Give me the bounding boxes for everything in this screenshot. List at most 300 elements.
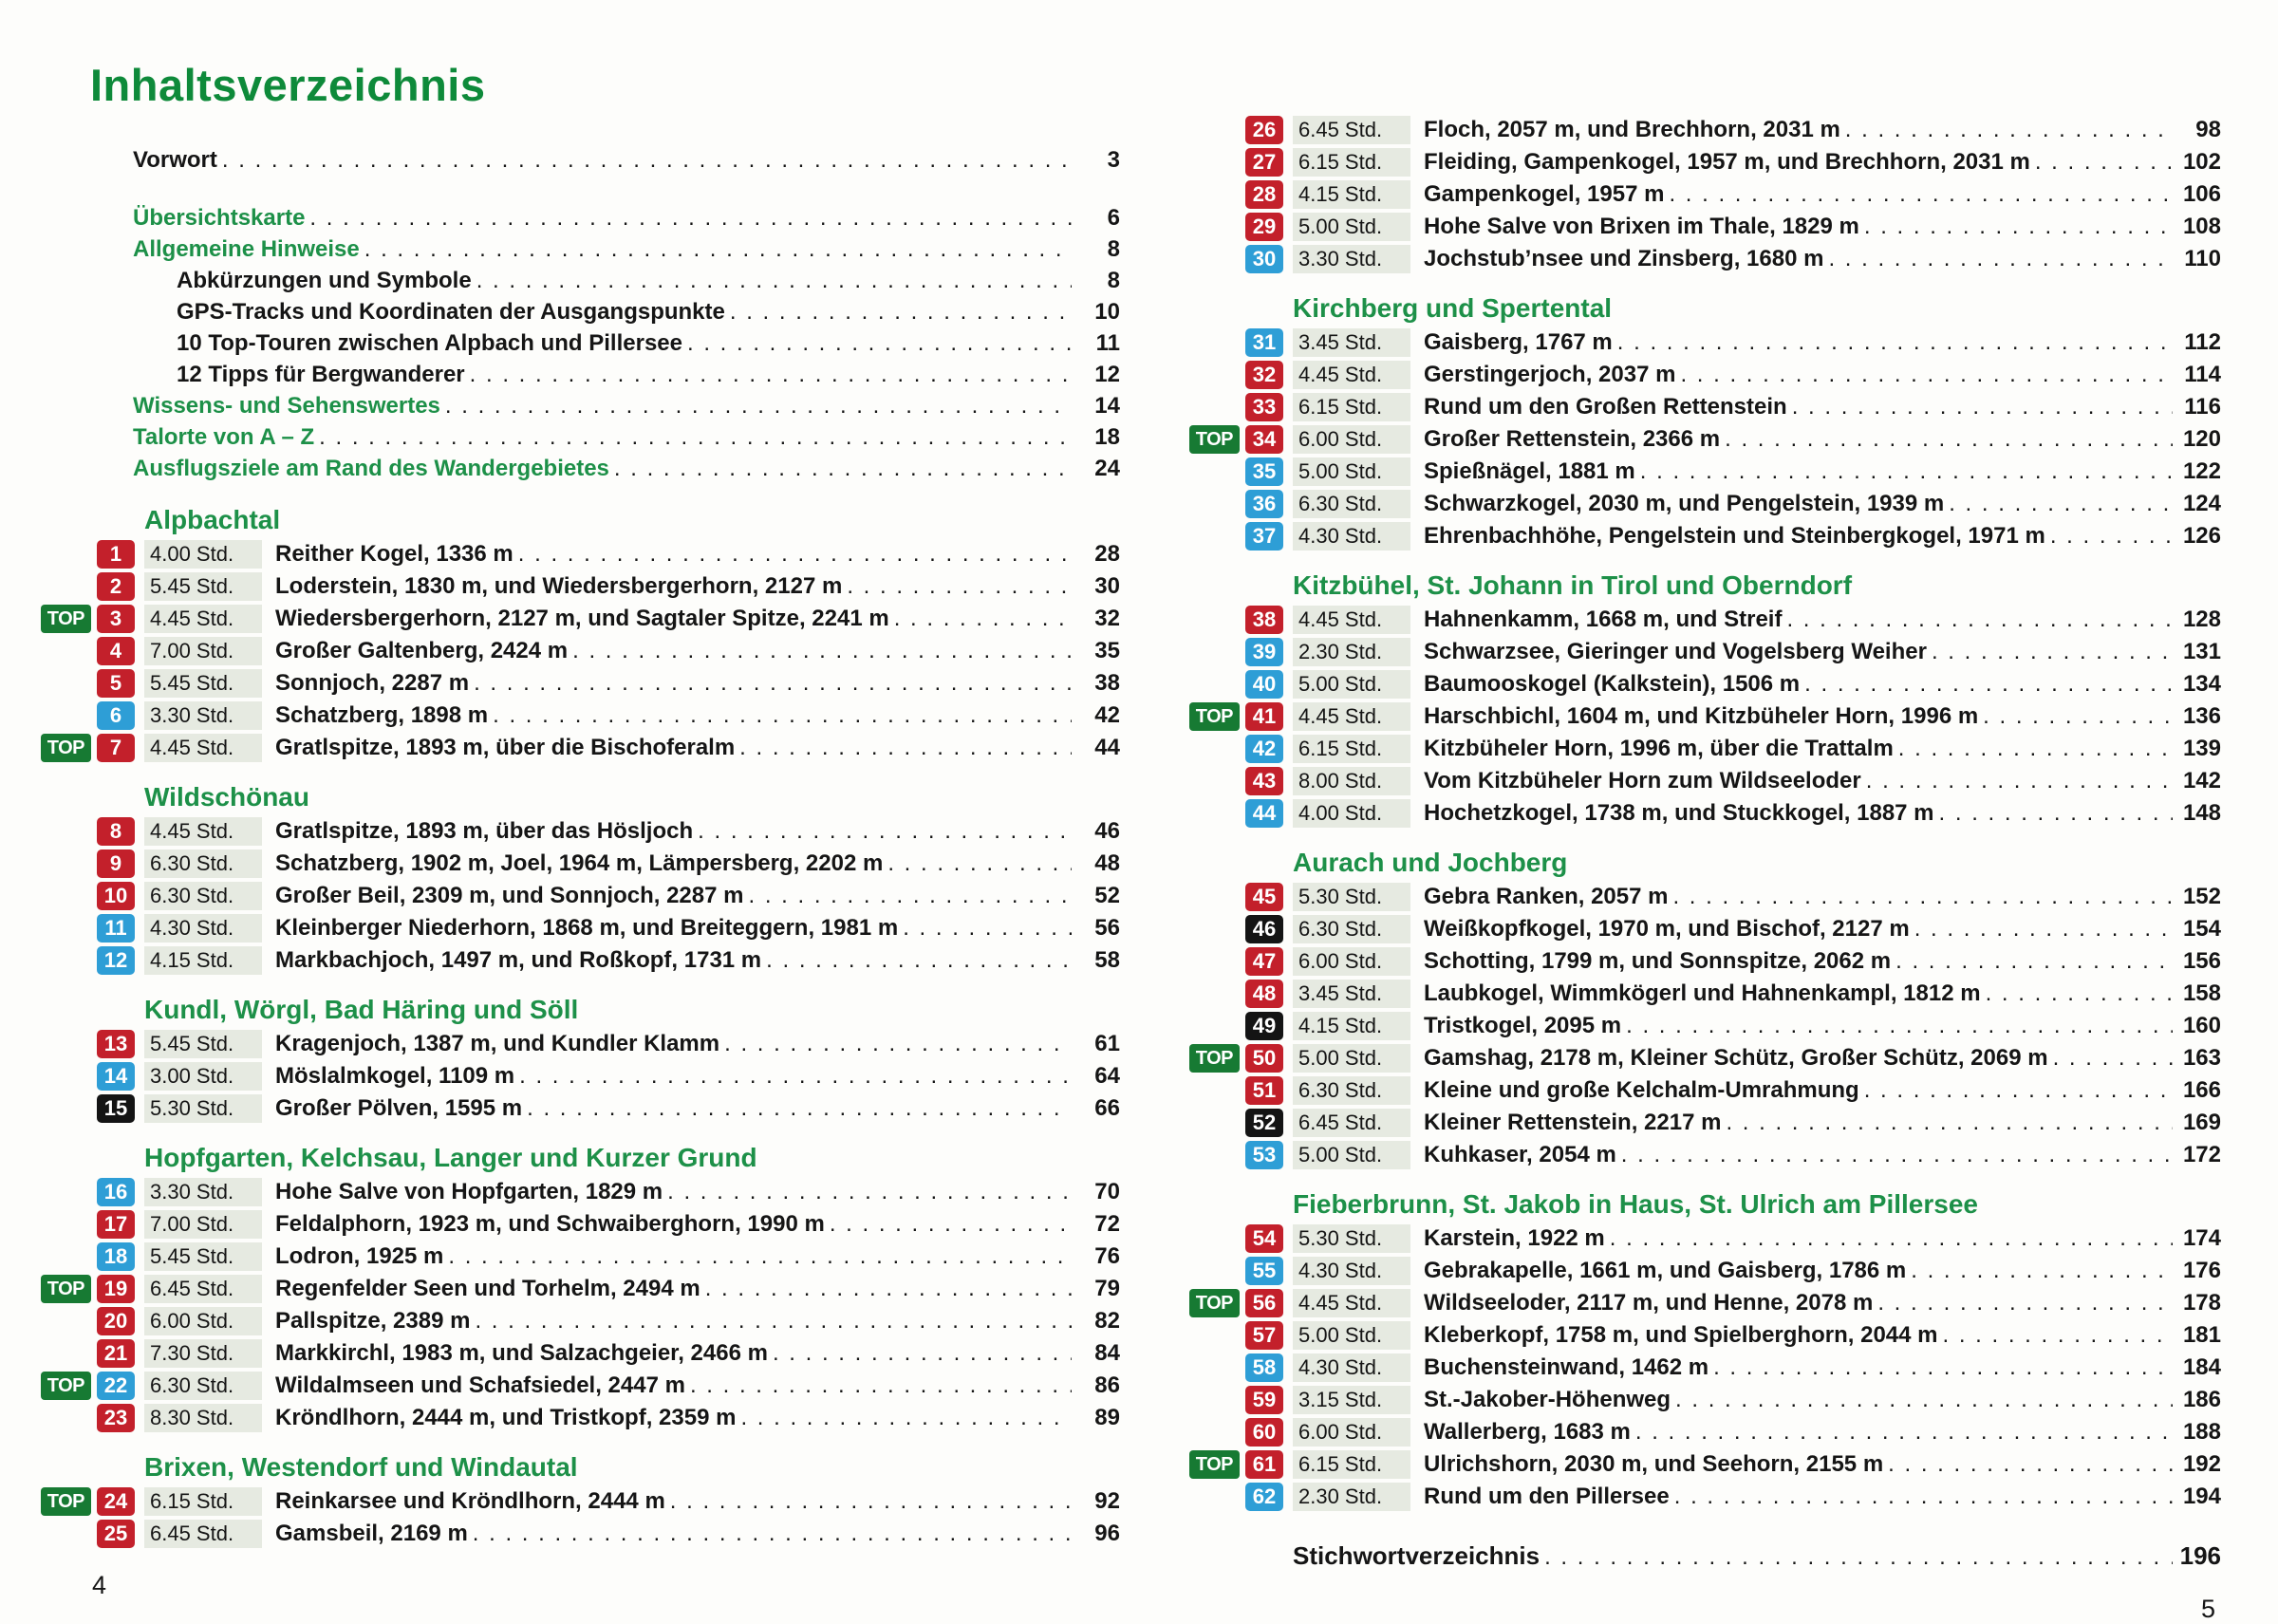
tour-title: Kleine und große Kelchalm-Umrahmung [1424,1077,1859,1103]
tour-number-badge: 31 [1245,328,1283,357]
entry-line [1424,1451,2221,1478]
tour-number-badge: 45 [1245,883,1283,911]
dot-leader [1983,703,2173,730]
top-tour-badge: TOP [1189,425,1240,454]
tour-number-badge: 60 [1245,1418,1283,1447]
dot-leader [519,1063,1072,1090]
badge-zone [38,1030,135,1058]
dot-leader [476,268,1072,294]
tour-title: Buchensteinwand, 1462 m [1424,1354,1709,1380]
dot-leader [1877,1290,2173,1316]
tour-duration: 6.00 Std. [1293,1418,1410,1447]
tour-duration: 5.00 Std. [1293,1044,1410,1073]
page-number: 136 [2182,703,2221,729]
tour-duration: 4.30 Std. [144,914,262,943]
badge-zone [38,701,135,730]
tour-number-badge: 62 [1245,1483,1283,1511]
page-number: 131 [2182,639,2221,664]
entry-line [275,1308,1120,1335]
tour-duration: 4.00 Std. [144,540,262,569]
page-number: 134 [2182,671,2221,697]
page-number: 114 [2184,362,2221,387]
tour-duration: 6.15 Std. [1293,148,1410,177]
page-number: 181 [2182,1322,2221,1348]
badge-zone [1186,915,1283,943]
entry-line [1424,1142,2221,1168]
tour-title: Harschbichl, 1604 m, und Kitzbüheler Horn, 1996 m [1424,703,1979,729]
section-heading: Fieberbrunn, St. Jakob in Haus, St. Ulrich am Pillersee [1293,1189,1978,1219]
page-number: 174 [2182,1225,2221,1251]
dot-leader [1943,1322,2174,1349]
toc-section [1186,571,2221,830]
toc-entry [38,1208,1120,1241]
tour-number-badge: 52 [1245,1109,1283,1137]
toc-entry [1186,1074,2221,1107]
front-matter-label: 10 Top-Touren zwischen Alpbach und Pillersee [177,330,682,356]
toc-entry [38,880,1120,912]
tour-number-badge: 42 [1245,735,1283,763]
toc-entry [1186,945,2221,978]
tour-duration: 6.15 Std. [1293,1450,1410,1479]
tour-title: Kragenjoch, 1387 m, und Kundler Klamm [275,1031,720,1056]
badge-zone [1186,1483,1283,1511]
tour-number-badge: 49 [1245,1012,1283,1040]
tour-number-badge: 56 [1245,1289,1283,1317]
toc-entry [1186,423,2221,456]
badge-zone [38,1404,135,1432]
page-number: 52 [1094,883,1120,908]
dot-leader [527,1095,1072,1122]
toc-entry [38,1176,1120,1208]
tour-duration: 8.30 Std. [144,1404,262,1432]
dot-leader [748,883,1072,909]
badge-zone [38,637,135,665]
dot-leader [670,1488,1072,1515]
badge-zone [1186,213,1283,241]
front-matter-entry [38,205,1120,236]
tour-title: Gratlspitze, 1893 m, über die Bischoferalm [275,735,736,760]
toc-section [38,506,1120,764]
toc-entry [1186,327,2221,359]
tour-duration: 3.30 Std. [144,701,262,730]
section-heading: Kundl, Wörgl, Bad Häring und Söll [144,995,579,1024]
top-tour-badge: TOP [41,1372,91,1400]
page-number: 108 [2182,214,2221,239]
tour-title: Hochetzkogel, 1738 m, und Stuckkogel, 1887 m [1424,800,1934,826]
badge-zone [1186,606,1283,634]
badge-zone [1186,767,1283,795]
page-number: 124 [2182,491,2221,516]
toc-section [1186,294,2221,552]
page-number: 166 [2182,1077,2221,1103]
entry-line [275,1179,1120,1205]
tour-title: Schotting, 1799 m, und Sonnspitze, 2062 m [1424,948,1892,974]
page-number: 72 [1094,1211,1120,1237]
dot-leader [1939,800,2173,827]
page-number: 6 [1107,205,1120,231]
entry-line [275,702,1120,729]
tour-number-badge: 19 [97,1275,135,1303]
toc-entry [38,1485,1120,1518]
entry-line [275,1031,1120,1057]
tour-title: Gamsbeil, 2169 m [275,1521,468,1546]
tour-title: Vom Kitzbüheler Horn zum Wildseeloder [1424,768,1861,793]
dot-leader [1986,980,2173,1007]
page-number: 70 [1094,1179,1120,1204]
page-number: 120 [2182,426,2221,452]
badge-zone [1186,980,1283,1008]
toc-entry [1186,1416,2221,1448]
front-matter-list [38,147,1120,487]
dot-leader [1675,1387,2173,1413]
badge-zone [1186,1141,1283,1169]
toc-section [1186,849,2221,1171]
tour-sections-left [38,506,1120,1550]
page-number: 160 [2182,1013,2221,1038]
entry-line [275,606,1120,632]
badge-zone [38,1275,135,1303]
dot-leader [1713,1354,2173,1381]
tour-duration: 6.45 Std. [1293,1109,1410,1137]
toc-entry [38,912,1120,944]
tour-title: Reinkarsee und Kröndlhorn, 2444 m [275,1488,665,1514]
tour-title: Lodron, 1925 m [275,1243,444,1269]
tour-number-badge: 13 [97,1030,135,1058]
tour-title: Rund um den Pillersee [1424,1484,1670,1509]
page-number: 128 [2182,607,2221,632]
badge-zone [1186,457,1283,486]
toc-entry [38,667,1120,700]
front-matter-entry [38,299,1120,330]
toc-entry [38,1241,1120,1273]
tour-number-badge: 5 [97,669,135,698]
page-number: 46 [1094,818,1120,844]
page-number: 163 [2182,1045,2221,1071]
tour-duration: 5.00 Std. [1293,670,1410,699]
tour-duration: 7.30 Std. [144,1339,262,1368]
tour-title: Großer Galtenberg, 2424 m [275,638,569,663]
tour-number-badge: 41 [1245,702,1283,731]
toc-entry [1186,1255,2221,1287]
dot-leader [1828,246,2173,272]
dot-leader [1804,671,2173,698]
tour-duration: 4.30 Std. [1293,1353,1410,1382]
dot-leader [475,1308,1072,1335]
badge-zone [38,946,135,975]
dot-leader [364,236,1072,263]
page-number: 58 [1094,947,1120,973]
toc-entry [1186,1319,2221,1352]
page-number: 158 [2182,980,2221,1006]
dot-leader [1786,607,2173,633]
page-number: 24 [1094,456,1120,481]
toc-entry [38,603,1120,635]
top-tour-badge: TOP [41,605,91,633]
tour-number-badge: 29 [1245,213,1283,241]
page-number: 32 [1094,606,1120,631]
toc-entry [38,700,1120,732]
page-number: 86 [1094,1372,1120,1398]
entry-line [1424,980,2221,1007]
dot-leader [2050,523,2173,550]
top-tour-badge: TOP [41,1487,91,1516]
tour-duration: 5.30 Std. [1293,1224,1410,1253]
toc-entry [1186,1352,2221,1384]
section-heading: Wildschönau [144,782,309,812]
tour-title: Kitzbüheler Horn, 1996 m, über die Trattalm [1424,736,1894,761]
badge-zone [1186,1321,1283,1350]
entry-line [275,1063,1120,1090]
tour-title: Hahnenkamm, 1668 m, und Streif [1424,607,1783,632]
entry-line [1424,736,2221,762]
tour-title: Rund um den Großen Rettenstein [1424,394,1787,420]
page-number: 79 [1094,1276,1120,1301]
tour-title: Kleberkopf, 1758 m, und Spielberghorn, 2044 m [1424,1322,1938,1348]
tour-duration: 6.15 Std. [1293,735,1410,763]
tour-number-badge: 18 [97,1242,135,1271]
badge-zone [38,734,135,762]
dot-leader [698,818,1072,845]
page-number: 44 [1094,735,1120,760]
badge-zone [1186,735,1283,763]
page-number: 3 [1107,147,1120,173]
entry-line [275,1211,1120,1238]
front-matter-label: Vorwort [133,147,217,173]
tour-duration: 8.00 Std. [1293,767,1410,795]
tour-title: Gaisberg, 1767 m [1424,329,1613,355]
page-number: 188 [2182,1419,2221,1445]
dot-leader [518,541,1072,568]
badge-zone [38,1094,135,1123]
entry-line [1424,1225,2221,1252]
tour-duration: 4.45 Std. [144,734,262,762]
badge-zone [1186,361,1283,389]
entry-line [1424,329,2221,356]
tour-duration: 4.45 Std. [1293,1289,1410,1317]
tour-number-badge: 44 [1245,799,1283,828]
tour-number-badge: 8 [97,817,135,846]
index-label: Stichwortverzeichnis [1293,1541,1540,1570]
page-number: 142 [2182,768,2221,793]
badge-zone [38,540,135,569]
dot-leader [690,1372,1072,1399]
tour-duration: 5.00 Std. [1293,1141,1410,1169]
tour-duration: 5.30 Std. [144,1094,262,1123]
page-number: 122 [2182,458,2221,484]
tour-duration: 3.30 Std. [1293,245,1410,273]
tour-title: St.-Jakober-Höhenweg [1424,1387,1671,1412]
tour-title: Kleinberger Niederhorn, 1868 m, und Breiteggern, 1981 m [275,915,899,941]
toc-entry [1186,1139,2221,1171]
tour-duration: 2.30 Std. [1293,1483,1410,1511]
tour-duration: 5.30 Std. [1293,883,1410,911]
toc-entry [1186,913,2221,945]
top-tour-badge: TOP [41,1275,91,1303]
tour-number-badge: 26 [1245,116,1283,144]
dot-leader [773,1340,1072,1367]
entry-line [1424,1419,2221,1446]
tour-number-badge: 1 [97,540,135,569]
page-number: 116 [2184,394,2221,420]
entry-line [275,1340,1120,1367]
badge-zone [1186,1289,1283,1317]
entry-line [275,1095,1120,1122]
toc-entry [38,1370,1120,1402]
tour-duration: 3.45 Std. [1293,328,1410,357]
badge-zone [38,1062,135,1091]
page-number: 76 [1094,1243,1120,1269]
toc-entry [38,732,1120,764]
front-matter-label: Wissens- und Sehenswertes [133,393,440,419]
tour-title: Gerstingerjoch, 2037 m [1424,362,1676,387]
dot-leader [1792,394,2173,420]
tour-duration: 4.15 Std. [144,946,262,975]
dot-leader [687,330,1072,357]
page-title: Inhaltsverzeichnis [90,60,486,110]
tour-duration: 6.45 Std. [1293,116,1410,144]
tour-number-badge: 27 [1245,148,1283,177]
dot-leader [705,1276,1072,1302]
badge-zone [1186,116,1283,144]
badge-zone [1186,1109,1283,1137]
dot-leader [1898,736,2173,762]
tour-duration: 5.45 Std. [144,669,262,698]
page-number: 176 [2182,1258,2221,1283]
tour-title: Ulrichshorn, 2030 m, und Seehorn, 2155 m [1424,1451,1884,1477]
tour-number-badge: 46 [1245,915,1283,943]
entry-line [1424,1354,2221,1381]
page-number: 184 [2182,1354,2221,1380]
entry-line [275,818,1120,845]
dot-leader [1617,329,2173,356]
toc-entry [1186,1481,2221,1513]
toc-entry [1186,881,2221,913]
dot-leader [445,393,1072,420]
entry-line [1424,948,2221,975]
entry-line [1424,246,2221,272]
dot-leader [473,1521,1072,1547]
badge-zone [38,1339,135,1368]
tour-number-badge: 38 [1245,606,1283,634]
toc-entry [1186,211,2221,243]
toc-entry [1186,1107,2221,1139]
badge-zone [1186,180,1283,209]
page-number: 98 [2195,117,2221,142]
tour-number-badge: 58 [1245,1353,1283,1382]
tour-duration: 5.45 Std. [144,1242,262,1271]
tour-duration: 6.00 Std. [1293,947,1410,976]
badge-zone [1186,490,1283,518]
page-number: 8 [1107,236,1120,262]
tour-number-badge: 43 [1245,767,1283,795]
tour-duration: 4.15 Std. [1293,180,1410,209]
top-tour-badge: TOP [1189,702,1240,731]
tour-title: Wallerberg, 1683 m [1424,1419,1631,1445]
entry-line [275,883,1120,909]
dot-leader [470,362,1072,388]
toc-entry [1186,359,2221,391]
toc-entry [1186,978,2221,1010]
page-number: 28 [1094,541,1120,567]
front-matter-label: Allgemeine Hinweise [133,236,360,262]
badge-zone [1186,148,1283,177]
badge-zone [38,1487,135,1516]
badge-zone [1186,425,1283,454]
front-matter-entry [38,268,1120,299]
tour-number-badge: 36 [1245,490,1283,518]
tour-title: Möslalmkogel, 1109 m [275,1063,515,1089]
tour-duration: 6.30 Std. [144,1372,262,1400]
page-number: 64 [1094,1063,1120,1089]
tour-duration: 4.45 Std. [144,605,262,633]
tour-duration: 4.30 Std. [1293,1257,1410,1285]
tour-number-badge: 14 [97,1062,135,1091]
dot-leader [894,606,1072,632]
dot-leader [614,456,1072,482]
dot-leader [1845,117,2173,143]
dot-leader [2053,1045,2173,1072]
dot-leader [730,299,1072,326]
tour-duration: 5.45 Std. [144,1030,262,1058]
badge-zone [1186,947,1283,976]
entry-line [275,1488,1120,1515]
tour-title: Markbachjoch, 1497 m, und Roßkopf, 1731 m [275,947,762,973]
front-matter-entry [38,236,1120,268]
tour-title: Tristkogel, 2095 m [1424,1013,1622,1038]
dot-leader [1610,1225,2173,1252]
dot-leader [319,424,1072,451]
tour-number-badge: 55 [1245,1257,1283,1285]
tour-number-badge: 59 [1245,1386,1283,1414]
toc-section [38,996,1120,1125]
badge-zone [38,817,135,846]
section-heading: Kitzbühel, St. Johann in Tirol und Oberndorf [1293,570,1853,600]
entry-line [275,1405,1120,1431]
tour-number-badge: 50 [1245,1044,1283,1073]
top-tour-badge: TOP [1189,1044,1240,1073]
tour-duration: 4.45 Std. [1293,702,1410,731]
page-number: 30 [1094,573,1120,599]
tour-number-badge: 47 [1245,947,1283,976]
tour-duration: 6.00 Std. [144,1307,262,1335]
front-matter-entry [38,330,1120,362]
dot-leader [1621,1142,2173,1168]
entry-line [1424,1290,2221,1316]
entry-line [1424,523,2221,550]
toc-entry [38,944,1120,977]
tour-duration: 6.30 Std. [144,849,262,878]
tour-number-badge: 15 [97,1094,135,1123]
entry-line [1424,1322,2221,1349]
toc-section [38,1453,1120,1550]
dot-leader [1864,214,2173,240]
entry-line [1424,1258,2221,1284]
dot-leader [1640,458,2173,485]
tour-duration: 3.45 Std. [1293,980,1410,1008]
page-number: 106 [2182,181,2221,207]
section-heading: Kirchberg und Spertental [1293,293,1613,323]
entry-line [1424,1110,2221,1136]
folio-left: 4 [92,1571,107,1599]
tour-number-badge: 61 [1245,1450,1283,1479]
dot-leader [1949,491,2173,517]
tour-number-badge: 20 [97,1307,135,1335]
section-heading: Hopfgarten, Kelchsau, Langer und Kurzer Grund [144,1143,757,1172]
badge-zone [1186,1076,1283,1105]
badge-zone [1186,393,1283,421]
tour-title: Sonnjoch, 2287 m [275,670,470,696]
tour-number-badge: 25 [97,1520,135,1548]
